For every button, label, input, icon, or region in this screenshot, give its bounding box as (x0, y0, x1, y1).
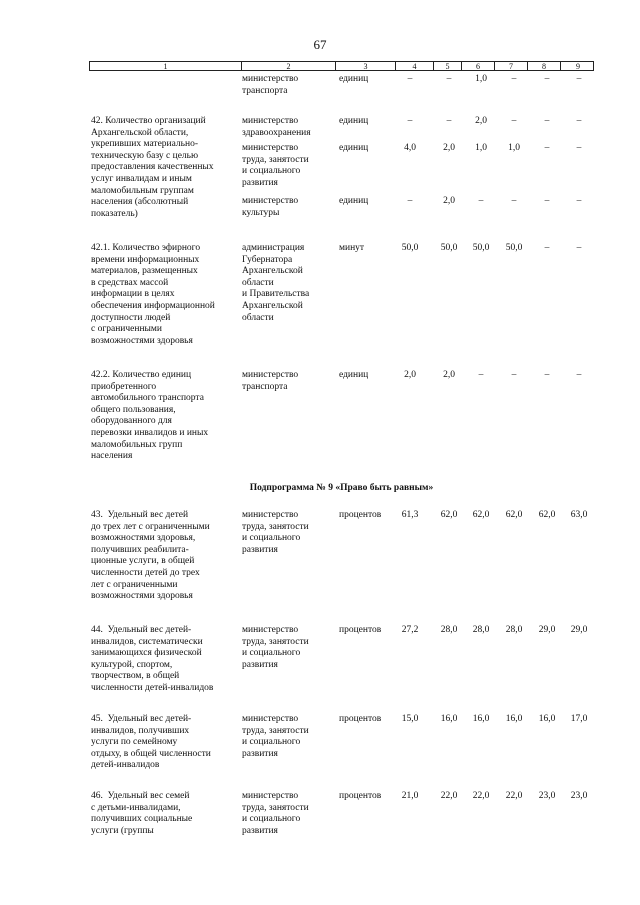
header-col-8: 8 (527, 62, 560, 71)
row-unit: единиц (339, 196, 369, 206)
row-value: 62,0 (538, 510, 556, 520)
row-value: 2,0 (404, 370, 416, 380)
row-value: – (511, 116, 517, 126)
row-value: – (407, 196, 413, 206)
row-indicator: 42.2. Количество единиц приобретенного автомобильного транспорта общего пользования, оборудованного для перевозки инвалидов и иных маломобильных групп населения (91, 370, 209, 462)
row-value: – (544, 243, 550, 253)
page-number: 67 (313, 37, 327, 52)
row-value: 62,0 (472, 510, 490, 520)
row-value: 63,0 (570, 510, 588, 520)
row-value: 50,0 (401, 243, 419, 253)
row-value: 62,0 (505, 510, 523, 520)
row-value: 50,0 (440, 243, 458, 253)
row-value: 2,0 (443, 370, 455, 380)
row-value: – (544, 370, 550, 380)
row-value: 28,0 (472, 625, 490, 635)
row-value: 16,0 (440, 714, 458, 724)
row-ministry: министерство транспорта (242, 370, 299, 392)
row-value: 62,0 (440, 510, 458, 520)
row-ministry: министерство труда, занятости и социального развития (242, 143, 309, 188)
row-value: 1,0 (475, 143, 487, 153)
row-unit: процентов (339, 510, 382, 520)
subprogram-title: Подпрограмма № 9 «Право быть равным» (249, 483, 434, 493)
row-value: 1,0 (508, 143, 520, 153)
row-value: 28,0 (440, 625, 458, 635)
row-value: – (407, 74, 413, 84)
row-unit: минут (339, 243, 365, 253)
row-value: – (478, 370, 484, 380)
row-unit: процентов (339, 791, 382, 801)
header-col-2: 2 (241, 62, 335, 71)
row-ministry: министерство транспорта (242, 74, 299, 96)
row-ministry: министерство труда, занятости и социального развития (242, 510, 309, 555)
row-unit: единиц (339, 74, 369, 84)
row-ministry: министерство культуры (242, 196, 299, 218)
row-unit: единиц (339, 116, 369, 126)
row-value: – (576, 196, 582, 206)
row-unit: процентов (339, 714, 382, 724)
row-value: – (446, 74, 452, 84)
row-value: 21,0 (401, 791, 419, 801)
table-header (89, 61, 594, 71)
row-value: – (576, 143, 582, 153)
row-value: – (576, 116, 582, 126)
header-col-3: 3 (335, 62, 395, 71)
row-ministry: администрация Губернатора Архангельской области и Правительства Архангельской области (242, 243, 310, 323)
row-value: – (544, 74, 550, 84)
row-value: 4,0 (404, 143, 416, 153)
row-indicator: 44. Удельный вес детей- инвалидов, систематически занимающихся физической культурой, спортом, творчеством, в общей численности детей-инвалидов (91, 625, 214, 693)
row-value: 22,0 (440, 791, 458, 801)
row-value: – (511, 74, 517, 84)
row-value: – (511, 370, 517, 380)
row-value: 23,0 (570, 791, 588, 801)
header-col-4: 4 (395, 62, 433, 71)
row-value: 50,0 (472, 243, 490, 253)
row-value: – (446, 116, 452, 126)
row-value: – (576, 74, 582, 84)
row-value: 27,2 (401, 625, 419, 635)
row-ministry: министерство труда, занятости и социального развития (242, 625, 309, 670)
row-value: – (407, 116, 413, 126)
row-value: 28,0 (505, 625, 523, 635)
row-value: 22,0 (472, 791, 490, 801)
row-value: 61,3 (401, 510, 419, 520)
row-indicator: 42.1. Количество эфирного времени информационных материалов, размещенных в средствах массой информации в целях обеспечения информационной доступности людей с ограниченными возможностями здоровья (91, 243, 215, 346)
row-value: 15,0 (401, 714, 419, 724)
row-value: 16,0 (505, 714, 523, 724)
row-unit: процентов (339, 625, 382, 635)
row-value: 2,0 (443, 196, 455, 206)
row-ministry: министерство труда, занятости и социального развития (242, 791, 309, 836)
row-value: 23,0 (538, 791, 556, 801)
row-value: – (544, 196, 550, 206)
row-value: 16,0 (472, 714, 490, 724)
row-indicator: 46. Удельный вес семей с детьми-инвалидами, получивших социальные услуги (группы (91, 791, 193, 836)
header-col-9: 9 (560, 62, 595, 71)
row-value: – (576, 370, 582, 380)
header-col-7: 7 (494, 62, 527, 71)
row-unit: единиц (339, 143, 369, 153)
row-unit: единиц (339, 370, 369, 380)
row-indicator: 42. Количество организаций Архангельской области, укрепивших материально- техническую базу с целью предоставления качественных услуг инвалидам и иным маломобильным группам населения (абсолютный показатель) (91, 116, 214, 219)
row-value: – (511, 196, 517, 206)
row-value: 29,0 (538, 625, 556, 635)
row-value: 1,0 (475, 74, 487, 84)
row-value: 2,0 (443, 143, 455, 153)
header-col-5: 5 (433, 62, 461, 71)
row-value: – (576, 243, 582, 253)
row-ministry: министерство здравоохранения (242, 116, 311, 138)
row-value: – (544, 143, 550, 153)
row-value: – (478, 196, 484, 206)
row-ministry: министерство труда, занятости и социального развития (242, 714, 309, 759)
row-value: 17,0 (570, 714, 588, 724)
row-indicator: 45. Удельный вес детей- инвалидов, получивших услуги по семейному отдыху, в общей численности детей-инвалидов (91, 714, 211, 771)
row-value: 50,0 (505, 243, 523, 253)
row-value: 16,0 (538, 714, 556, 724)
row-value: 2,0 (475, 116, 487, 126)
header-col-1: 1 (163, 62, 168, 71)
row-indicator: 43. Удельный вес детей до трех лет с ограниченными возможностями здоровья, получивших реабилита- ционные услуги, в общей численности детей до трех лет с ограниченными возможностями здоровья (91, 510, 210, 602)
header-col-6: 6 (461, 62, 494, 71)
row-value: 29,0 (570, 625, 588, 635)
row-value: – (544, 116, 550, 126)
row-value: 22,0 (505, 791, 523, 801)
